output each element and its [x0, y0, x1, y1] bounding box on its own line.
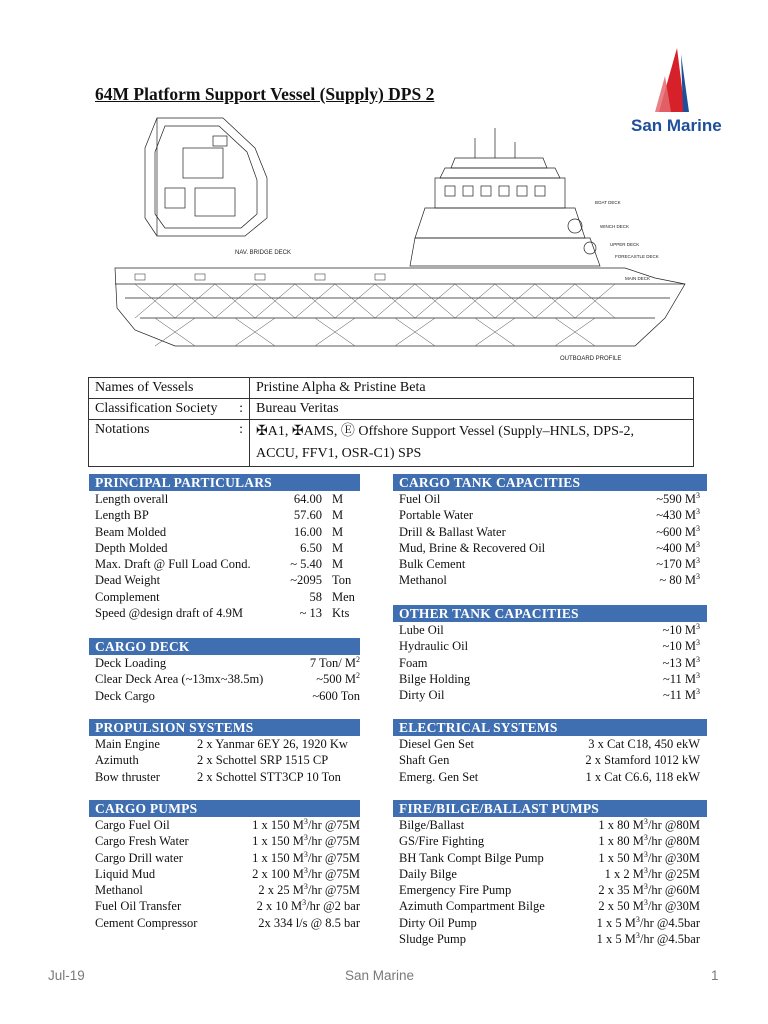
electrical-section: [393, 719, 707, 785]
row-label: Emergency Fire Pump: [399, 883, 512, 898]
table-row: [89, 850, 360, 866]
row-label: Diesel Gen Set: [399, 737, 474, 751]
row-value: 2 x 35 $M^3/hr$ @60M: [598, 882, 700, 898]
table-row: [89, 540, 360, 556]
row-label: Emerg. Gen Set: [399, 769, 479, 784]
table-row: [89, 655, 360, 671]
table-row: [89, 915, 360, 931]
drawing-label-boat-deck: BOAT DECK: [595, 200, 621, 205]
row-value: ~ 5.40: [290, 557, 322, 572]
table-row: [89, 572, 360, 588]
row-value: 3 x Cat C18, 450 ekW: [588, 737, 700, 751]
row-value: ~11 $M^3$: [662, 670, 700, 686]
row-value: 1 x Cat C6.6, 118 ekW: [585, 769, 700, 784]
row-label: Speed @design draft of 4.9M: [95, 606, 243, 621]
table-row: [393, 898, 707, 914]
row-label: Lube Oil: [399, 623, 444, 637]
row-value: ~600 $M^3$: [656, 523, 700, 539]
row-label: Bilge Holding: [399, 671, 471, 686]
table-row: [393, 556, 707, 572]
drawing-label-forecastle-deck: FORECASTLE DECK: [615, 254, 659, 259]
row-label: Drill & Ballast Water: [399, 524, 506, 539]
principal-particulars-section: [89, 474, 360, 621]
row-value: ~500 $M^2$: [316, 671, 360, 687]
propulsion-section: [89, 719, 360, 785]
row-value: Kts: [332, 606, 350, 621]
table-row: [393, 769, 707, 785]
row-label: Clear Deck Area (~13mx~38.5m): [95, 672, 264, 687]
vessel-names-label: Names of Vessels: [89, 378, 250, 399]
row-label: Azimuth Compartment Bilge: [399, 899, 545, 914]
row-value: ~2095: [290, 573, 322, 588]
row-value: 57.60: [293, 508, 322, 523]
footer-date: Jul-19: [48, 968, 85, 983]
row-value: ~ 80 $M^3$: [659, 572, 700, 588]
row-value: 1 x 2 $M^3/hr$ @25M: [604, 865, 700, 881]
row-value: M: [332, 540, 344, 555]
notations-value: ✠A1, ✠AMS, Ⓔ Offshore Support Vessel (Supply–HNLS, DPS-2, ACCU, FFV1, OSR-C1) SPS: [250, 420, 694, 467]
table-row: [393, 931, 707, 947]
row-value: M: [332, 524, 344, 539]
row-value: 16.00: [293, 524, 322, 539]
row-value: ~ 13: [299, 606, 322, 621]
row-value: 1 x 150 $M^3/hr$ @75M: [252, 833, 360, 849]
row-value: 1 x 5 $M^3/hr$ @4.5bar: [596, 930, 700, 947]
table-row: [393, 540, 707, 556]
table-row: [393, 524, 707, 540]
row-value: 1 x 150 $M^3/hr$ @75M: [252, 816, 360, 832]
row-value: M: [332, 508, 344, 523]
row-label: Bilge/Ballast: [399, 818, 465, 832]
row-value: 1 x 80 $M^3/hr$ @80M: [598, 833, 700, 849]
row-value: 1 x 150 $M^3/hr$ @75M: [252, 849, 360, 865]
drawing-label-nav-bridge: NAV. BRIDGE DECK: [235, 250, 292, 256]
row-value: 2 x 100 $M^3/hr$ @75M: [252, 865, 360, 881]
classification-value: Bureau Veritas: [250, 399, 694, 420]
section-header: FIRE/BILGE/BALLAST PUMPS: [393, 800, 707, 817]
row-value: ~10 $M^3$: [662, 621, 700, 637]
row-label: Fuel Oil Transfer: [95, 899, 182, 914]
row-label: Daily Bilge: [399, 866, 457, 881]
table-row: [89, 671, 360, 687]
row-value: 2x 334 l/s @ 8.5 bar: [258, 915, 360, 930]
table-row: [393, 622, 707, 638]
table-row: [393, 507, 707, 523]
section-header: PROPULSION SYSTEMS: [89, 719, 360, 736]
section-header: CARGO PUMPS: [89, 800, 360, 817]
table-row: [393, 572, 707, 588]
table-row: [89, 491, 360, 507]
table-row: [393, 491, 707, 507]
row-label: Deck Cargo: [95, 688, 155, 703]
row-label: Methanol: [95, 883, 143, 898]
vessel-names-value: Pristine Alpha & Pristine Beta: [250, 378, 694, 399]
row-label: Deck Loading: [95, 656, 167, 670]
row-label: Bulk Cement: [399, 557, 466, 572]
row-value: ~13 $M^3$: [662, 654, 700, 670]
table-row: [89, 752, 360, 768]
section-header: ELECTRICAL SYSTEMS: [393, 719, 707, 736]
table-row: [393, 850, 707, 866]
drawing-label-winch-deck: WINCH DECK: [600, 224, 629, 229]
cargo-deck-section: [89, 638, 360, 704]
table-row: [89, 399, 694, 420]
row-value: Men: [332, 589, 355, 604]
page-title: 64M Platform Support Vessel (Supply) DPS 2: [95, 84, 435, 104]
row-value: 2 x Stamford 1012 kW: [585, 753, 700, 768]
row-value: ~400 $M^3$: [656, 539, 700, 555]
table-row: [393, 866, 707, 882]
row-label: Foam: [399, 655, 428, 670]
table-row: [89, 882, 360, 898]
row-label: Mud, Brine & Recovered Oil: [399, 540, 546, 555]
row-value: ~10 $M^3$: [662, 638, 700, 654]
table-row: [89, 507, 360, 523]
row-value: 2 x 25 $M^3/hr$ @75M: [258, 882, 360, 898]
table-row: [89, 420, 694, 467]
row-value: 1 x 50 $M^3/hr$ @30M: [598, 849, 700, 865]
row-value: 7 Ton/ $M^2$: [309, 654, 360, 670]
row-label: Fuel Oil: [399, 492, 441, 506]
row-value: ~430 $M^3$: [656, 507, 700, 523]
notations-label: Notations :: [89, 420, 250, 467]
page-number: 1: [711, 968, 719, 983]
drawing-label-outboard-profile: OUTBOARD PROFILE: [560, 356, 622, 362]
row-label: Depth Molded: [95, 540, 168, 555]
row-label: Cargo Drill water: [95, 850, 183, 865]
table-row: [393, 915, 707, 931]
table-row: [89, 736, 360, 752]
row-value: 1 x 5 $M^3/hr$ @4.5bar: [596, 914, 700, 930]
row-label: Max. Draft @ Full Load Cond.: [95, 557, 251, 572]
row-value: 2 x 10 $M^3/hr$ @2 bar: [256, 898, 360, 914]
vessel-info-table: [88, 377, 694, 467]
table-row: [393, 687, 707, 703]
row-label: BH Tank Compt Bilge Pump: [399, 850, 544, 865]
table-row: [89, 605, 360, 621]
row-label: Sludge Pump: [399, 932, 467, 947]
section-header: PRINCIPAL PARTICULARS: [89, 474, 360, 491]
table-row: [393, 833, 707, 849]
table-row: [89, 817, 360, 833]
row-label: Dead Weight: [95, 573, 161, 588]
row-label: Cargo Fuel Oil: [95, 818, 170, 832]
row-value: 2 x 50 $M^3/hr$ @30M: [598, 898, 700, 914]
row-label: Shaft Gen: [399, 753, 450, 768]
table-row: [89, 688, 360, 704]
drawing-label-upper-deck: UPPER DECK: [610, 242, 640, 247]
cargo-pumps-section: [89, 800, 360, 931]
row-label: Methanol: [399, 573, 447, 588]
table-row: [89, 769, 360, 785]
table-row: [393, 817, 707, 833]
table-row: [393, 882, 707, 898]
row-value: 64.00: [293, 492, 322, 506]
row-label: Portable Water: [399, 508, 474, 523]
table-row: [393, 671, 707, 687]
row-value: 2 x Schottel SRP 1515 CP: [197, 753, 329, 768]
row-value: 2 x Schottel STT3CP 10 Ton: [197, 769, 341, 784]
table-row: [393, 752, 707, 768]
row-value: ~600 Ton: [312, 688, 360, 703]
table-row: [393, 736, 707, 752]
table-row: [89, 866, 360, 882]
cargo-tank-section: [393, 474, 707, 589]
row-value: 6.50: [300, 540, 322, 555]
table-row: [89, 898, 360, 914]
row-value: 58: [309, 589, 322, 604]
row-value: ~170 $M^3$: [656, 556, 700, 572]
table-row: [89, 378, 694, 399]
section-header: CARGO DECK: [89, 638, 360, 655]
classification-label: Classification Society :: [89, 399, 250, 420]
row-label: Liquid Mud: [95, 866, 156, 881]
row-value: 1 x 80 $M^3/hr$ @80M: [598, 816, 700, 832]
drawing-label-main-deck: MAIN DECK: [625, 276, 651, 281]
ship-profile-icon: [95, 108, 705, 366]
row-label: Main Engine: [95, 737, 160, 751]
section-header: OTHER TANK CAPACITIES: [393, 605, 707, 622]
table-row: [393, 638, 707, 654]
row-label: Length overall: [95, 492, 169, 506]
row-label: Complement: [95, 589, 160, 604]
table-row: [89, 524, 360, 540]
fire-bilge-ballast-section: [393, 800, 707, 947]
row-label: Beam Molded: [95, 524, 167, 539]
table-row: [393, 655, 707, 671]
section-header: CARGO TANK CAPACITIES: [393, 474, 707, 491]
footer-company: San Marine: [345, 968, 415, 983]
other-tank-section: [393, 605, 707, 703]
logo-text: San Marine: [631, 116, 722, 135]
row-value: 2 x Yanmar 6EY 26, 1920 Kw: [197, 737, 348, 751]
row-label: Length BP: [95, 508, 149, 523]
table-row: [89, 556, 360, 572]
sail-logo-icon: [625, 46, 745, 116]
row-label: Azimuth: [95, 753, 139, 768]
table-row: [89, 833, 360, 849]
vessel-general-arrangement-drawing: [95, 108, 705, 366]
row-value: ~11 $M^3$: [662, 687, 700, 703]
table-row: [89, 589, 360, 605]
row-value: ~590 $M^3$: [656, 490, 700, 506]
row-value: M: [332, 557, 344, 572]
row-label: Cement Compressor: [95, 915, 198, 930]
row-label: Cargo Fresh Water: [95, 834, 189, 849]
row-value: Ton: [332, 573, 352, 588]
row-label: Dirty Oil: [399, 688, 445, 703]
row-label: Hydraulic Oil: [399, 639, 469, 654]
row-label: Dirty Oil Pump: [399, 915, 477, 930]
row-label: Bow thruster: [95, 769, 160, 784]
row-label: GS/Fire Fighting: [399, 834, 485, 849]
row-value: M: [332, 492, 344, 506]
